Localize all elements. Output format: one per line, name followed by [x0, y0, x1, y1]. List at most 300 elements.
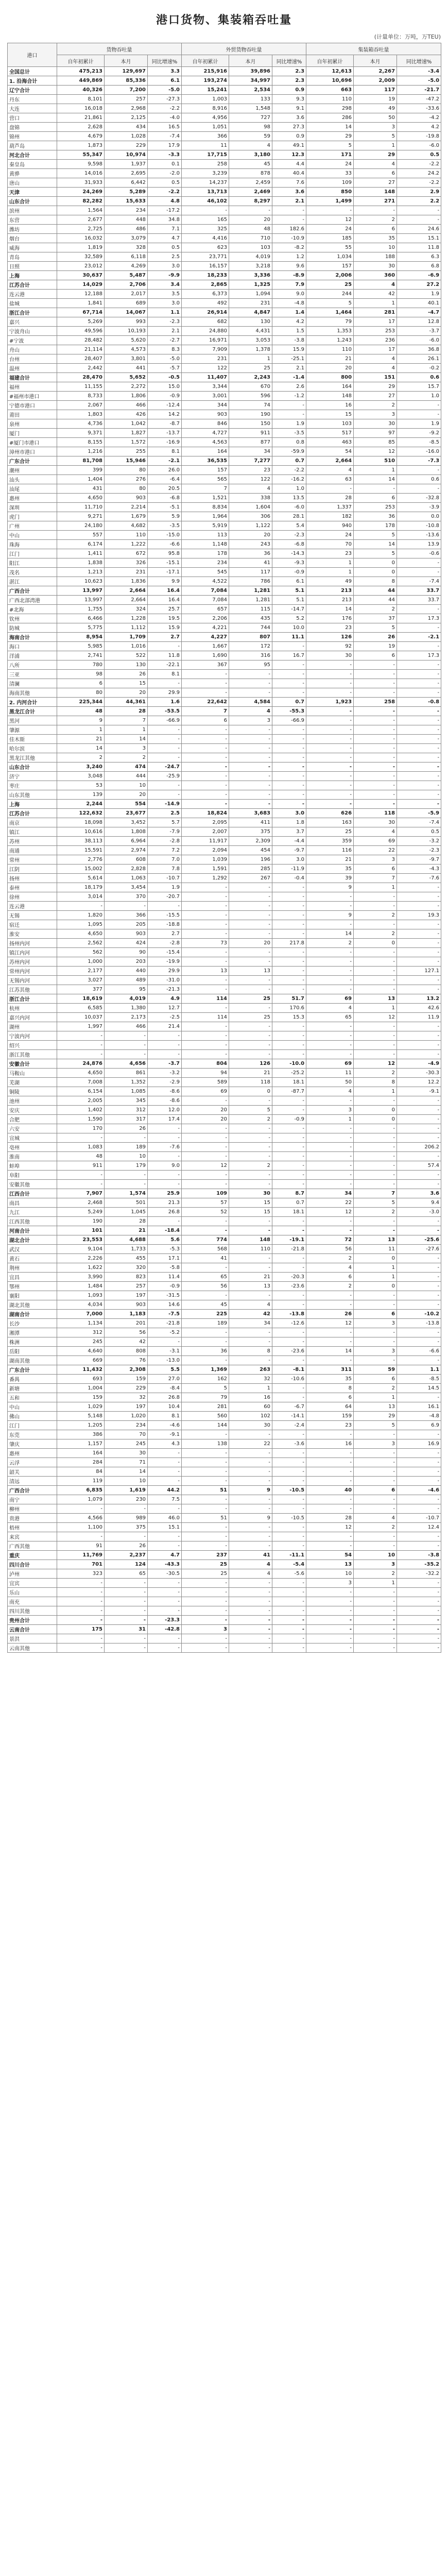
value-cell: 1,619	[105, 1486, 148, 1495]
value-cell: 2	[354, 929, 397, 939]
value-cell: 11.8	[397, 243, 441, 252]
value-cell: 114	[182, 994, 229, 1004]
value-cell: -	[229, 735, 272, 744]
table-row	[8, 1643, 441, 1653]
value-cell: -	[397, 1031, 441, 1041]
value-cell: 5	[306, 299, 354, 308]
value-cell: 15.1	[397, 234, 441, 243]
value-cell: 7,084	[182, 586, 229, 596]
value-cell: 2	[105, 753, 148, 762]
value-cell: -4.8	[272, 299, 306, 308]
port-name-cell: 合肥	[8, 1115, 57, 1124]
value-cell: 0	[354, 1115, 397, 1124]
value-cell: -	[354, 1161, 397, 1171]
value-cell: 1	[354, 141, 397, 150]
table-row	[8, 753, 441, 762]
value-cell: 73	[182, 939, 229, 948]
value-cell: -18.4	[148, 1226, 182, 1235]
value-cell: 4,019	[229, 252, 272, 262]
value-cell: -15.5	[148, 911, 182, 920]
value-cell: -	[272, 1643, 306, 1653]
table-row	[8, 985, 441, 994]
value-cell: 4	[354, 827, 397, 837]
table-row	[8, 1606, 441, 1616]
value-cell: 10,696	[306, 76, 354, 86]
table-row	[8, 1226, 441, 1235]
value-cell: 122,632	[57, 809, 105, 818]
value-cell: -21.7	[397, 86, 441, 95]
value-cell: -	[182, 725, 229, 735]
value-cell: 27	[354, 178, 397, 188]
value-cell: 19	[354, 642, 397, 651]
value-cell: -	[397, 660, 441, 670]
port-name-cell: #福州市港口	[8, 392, 57, 401]
port-name-cell: 福州	[8, 382, 57, 392]
value-cell: -	[57, 1031, 105, 1041]
value-cell: 2.5	[148, 809, 182, 818]
value-cell: -	[182, 985, 229, 994]
value-cell: 1,997	[57, 1022, 105, 1031]
value-cell: 11,917	[182, 837, 229, 846]
value-cell: 4,650	[57, 1069, 105, 1078]
value-cell: 1	[229, 1384, 272, 1393]
value-cell: -7.6	[397, 874, 441, 883]
value-cell: 12	[354, 1013, 397, 1022]
value-cell: -	[57, 1504, 105, 1514]
value-cell: 311	[306, 1365, 354, 1375]
value-cell: 26.8	[148, 1393, 182, 1402]
value-cell: 2	[354, 1208, 397, 1217]
value-cell: 72	[306, 1235, 354, 1245]
value-cell: 30	[229, 1189, 272, 1198]
value-cell: -9.2	[397, 429, 441, 438]
value-cell: 6	[354, 494, 397, 503]
value-cell: 672	[105, 549, 148, 558]
value-cell: -	[397, 568, 441, 577]
value-cell: 16.4	[148, 596, 182, 605]
value-cell: 5.9	[148, 512, 182, 521]
value-cell: -8.4	[148, 1384, 182, 1393]
port-name-cell: 安徽合计	[8, 1059, 57, 1069]
value-cell: 3,801	[105, 354, 148, 364]
value-cell: -14.7	[272, 605, 306, 614]
value-cell: 40	[306, 1486, 354, 1495]
value-cell: 164	[57, 1449, 105, 1458]
value-cell: 1,464	[306, 308, 354, 317]
value-cell: 52	[182, 1208, 229, 1217]
value-cell: 15	[229, 1198, 272, 1208]
value-cell: -32.2	[397, 1569, 441, 1579]
value-cell: 1	[229, 354, 272, 364]
value-cell: -	[354, 902, 397, 911]
value-cell: -	[272, 1523, 306, 1532]
value-cell: 1,063	[105, 874, 148, 883]
value-cell: -	[182, 1495, 229, 1504]
value-cell: 109	[182, 1189, 229, 1198]
port-name-cell: 贵州合计	[8, 1616, 57, 1625]
value-cell: -	[182, 1124, 229, 1133]
table-row	[8, 623, 441, 633]
value-cell: 501	[105, 1198, 148, 1208]
value-cell: 1,085	[105, 1087, 148, 1096]
value-cell: -	[354, 800, 397, 809]
value-cell: 126	[229, 1059, 272, 1069]
value-cell: 15.0	[148, 382, 182, 392]
value-cell: 727	[229, 113, 272, 123]
value-cell: 360	[354, 271, 397, 280]
value-cell: 15,591	[57, 846, 105, 855]
value-cell: -	[182, 1523, 229, 1532]
value-cell: -8.6	[148, 1096, 182, 1106]
value-cell: 7	[182, 484, 229, 494]
value-cell: 8,297	[229, 197, 272, 206]
value-cell: 175	[57, 1625, 105, 1634]
table-row	[8, 1467, 441, 1477]
value-cell: 36	[354, 512, 397, 521]
value-cell: -4.8	[397, 1412, 441, 1421]
table-row	[8, 939, 441, 948]
table-row	[8, 1616, 441, 1625]
value-cell: -	[306, 781, 354, 790]
port-name-cell: 长沙	[8, 1319, 57, 1328]
value-cell: -3.8	[272, 336, 306, 345]
value-cell: 42.6	[397, 1004, 441, 1013]
value-cell: -	[182, 1180, 229, 1189]
port-name-cell: 常州内河	[8, 967, 57, 976]
table-row	[8, 299, 441, 308]
value-cell: 3	[354, 123, 397, 132]
value-cell: 8	[354, 1078, 397, 1087]
value-cell: -33.6	[397, 104, 441, 113]
value-cell: 15,633	[105, 197, 148, 206]
value-cell: 3.7	[272, 827, 306, 837]
value-cell: 15,002	[57, 865, 105, 874]
value-cell: -	[397, 725, 441, 735]
value-cell: -	[105, 1616, 148, 1625]
value-cell: 25	[306, 827, 354, 837]
value-cell: 159	[57, 1393, 105, 1402]
table-row	[8, 178, 441, 188]
value-cell: -	[182, 206, 229, 215]
value-cell: -	[229, 670, 272, 679]
value-cell: -	[397, 1495, 441, 1504]
value-cell: -15.4	[148, 948, 182, 957]
value-cell: -3.7	[148, 1059, 182, 1069]
port-name-cell: 惠州	[8, 494, 57, 503]
value-cell: 263	[229, 1365, 272, 1375]
value-cell: 1	[354, 1263, 397, 1273]
value-cell: 12	[182, 1161, 229, 1171]
value-cell: 2,272	[105, 382, 148, 392]
value-cell: -	[354, 781, 397, 790]
value-cell: -	[306, 976, 354, 985]
value-cell: 1,572	[105, 438, 148, 447]
value-cell: 6	[57, 679, 105, 688]
value-cell: 5.1	[272, 586, 306, 596]
value-cell: -	[57, 1643, 105, 1653]
table-row	[8, 1069, 441, 1078]
port-name-cell: 铜陵	[8, 1087, 57, 1096]
value-cell: -	[272, 1616, 306, 1625]
value-cell: 522	[105, 651, 148, 660]
port-name-cell: 八所	[8, 660, 57, 670]
value-cell: 10,616	[57, 827, 105, 837]
value-cell: 1	[306, 1115, 354, 1124]
value-cell: 234	[182, 558, 229, 568]
value-cell: 1,604	[229, 503, 272, 512]
value-cell: 8,916	[182, 104, 229, 113]
value-cell: 14	[306, 605, 354, 614]
value-cell: -5.4	[272, 1560, 306, 1569]
value-cell: -	[229, 781, 272, 790]
value-cell: -42.8	[148, 1625, 182, 1634]
value-cell: 19	[354, 95, 397, 104]
value-cell: 12,188	[57, 290, 105, 299]
port-name-cell: 泰州	[8, 883, 57, 892]
value-cell: -	[306, 1356, 354, 1365]
port-name-cell: 海南合计	[8, 633, 57, 642]
value-cell: -	[306, 753, 354, 762]
value-cell: 35	[306, 865, 354, 874]
value-cell: 1,733	[105, 1245, 148, 1254]
value-cell: -	[272, 1152, 306, 1161]
table-row	[8, 874, 441, 883]
value-cell: 454	[229, 846, 272, 855]
value-cell: -	[148, 1449, 182, 1458]
value-cell: -	[354, 1180, 397, 1189]
value-cell: 45	[229, 160, 272, 169]
port-name-cell: 温州	[8, 364, 57, 373]
value-cell: 10.0	[272, 623, 306, 633]
value-cell: -	[182, 1449, 229, 1458]
value-cell: 37	[354, 614, 397, 623]
port-name-cell: 岳阳	[8, 1347, 57, 1356]
value-cell: -3.5	[148, 521, 182, 531]
value-cell: 316	[229, 651, 272, 660]
value-cell: 243	[229, 540, 272, 549]
value-cell: -	[105, 1041, 148, 1050]
value-cell: 267	[229, 874, 272, 883]
value-cell: 0.8	[272, 438, 306, 447]
value-cell: -	[272, 1430, 306, 1439]
value-cell: 1	[354, 1004, 397, 1013]
value-cell: 3,027	[57, 976, 105, 985]
port-name-cell: #宁波	[8, 336, 57, 345]
value-cell: 162	[182, 1375, 229, 1384]
table-row	[8, 855, 441, 865]
value-cell: 114	[182, 1013, 229, 1022]
value-cell: 7.1	[148, 225, 182, 234]
value-cell: 1,353	[306, 327, 354, 336]
value-cell: -47.2	[397, 95, 441, 104]
port-name-cell: 嘉兴内河	[8, 1013, 57, 1022]
table-row	[8, 1365, 441, 1375]
value-cell: 15.1	[148, 1523, 182, 1532]
value-cell: -	[354, 753, 397, 762]
unit-note: (计量单位：万吨，万TEU)	[374, 33, 441, 40]
value-cell: -	[397, 976, 441, 985]
value-cell: -	[306, 1467, 354, 1477]
value-cell: -	[306, 800, 354, 809]
value-cell: 1,083	[57, 1143, 105, 1152]
value-cell: 27.0	[148, 1375, 182, 1384]
table-row	[8, 1560, 441, 1569]
value-cell: -	[148, 1588, 182, 1597]
value-cell: 197	[105, 1402, 148, 1412]
value-cell: -	[229, 957, 272, 967]
value-cell: 3,454	[105, 883, 148, 892]
value-cell: -	[229, 790, 272, 800]
value-cell: 19.3	[397, 911, 441, 920]
value-cell: -2.5	[148, 1013, 182, 1022]
value-cell: -	[397, 1458, 441, 1467]
value-cell: 2.9	[397, 188, 441, 197]
value-cell: 25.9	[148, 1189, 182, 1198]
value-cell: 0	[354, 558, 397, 568]
table-row	[8, 976, 441, 985]
value-cell: -	[354, 892, 397, 902]
port-name-cell: 绍兴	[8, 1041, 57, 1050]
value-cell: -	[306, 1050, 354, 1059]
value-cell: -	[148, 1337, 182, 1347]
value-cell: -25.9	[148, 772, 182, 781]
value-cell: -	[354, 725, 397, 735]
value-cell: -	[397, 1022, 441, 1031]
table-row	[8, 929, 441, 939]
value-cell: 317	[105, 1115, 148, 1124]
value-cell: -	[229, 1004, 272, 1013]
value-cell: -	[397, 957, 441, 967]
value-cell: -0.9	[272, 1115, 306, 1124]
value-cell: 129,697	[105, 67, 148, 76]
value-cell: 118	[354, 809, 397, 818]
value-cell: 122	[182, 364, 229, 373]
value-cell: -3.0	[397, 1208, 441, 1217]
table-row	[8, 1133, 441, 1143]
table-row	[8, 1059, 441, 1069]
value-cell: 2,968	[105, 104, 148, 113]
value-cell: -	[105, 1634, 148, 1643]
table-row	[8, 772, 441, 781]
table-row	[8, 104, 441, 113]
value-cell: -	[397, 1597, 441, 1606]
value-cell: -	[306, 1226, 354, 1235]
value-cell: 744	[229, 623, 272, 633]
value-cell: 1,134	[57, 1319, 105, 1328]
value-cell: 517	[306, 429, 354, 438]
value-cell: 10,037	[57, 1013, 105, 1022]
value-cell: -	[182, 1031, 229, 1041]
value-cell: -	[272, 215, 306, 225]
value-cell: -13.0	[148, 1356, 182, 1365]
value-cell: 2	[354, 1069, 397, 1078]
port-name-cell: 江苏合计	[8, 809, 57, 818]
table-row	[8, 1319, 441, 1328]
value-cell: -	[354, 1504, 397, 1514]
value-cell: 16.7	[272, 651, 306, 660]
value-cell: 1.9	[272, 419, 306, 429]
value-cell: 3	[354, 1319, 397, 1328]
value-cell: -19.8	[397, 132, 441, 141]
value-cell: -	[182, 1152, 229, 1161]
value-cell: 903	[105, 1300, 148, 1310]
value-cell: -	[105, 1504, 148, 1514]
value-cell: 3,048	[57, 772, 105, 781]
value-cell: 25	[229, 1013, 272, 1022]
value-cell: 40.4	[272, 169, 306, 178]
value-cell: -	[148, 790, 182, 800]
value-cell: 911	[229, 429, 272, 438]
value-cell: 9,371	[57, 429, 105, 438]
value-cell: -	[229, 892, 272, 902]
value-cell: 20	[229, 215, 272, 225]
value-cell: -	[306, 1504, 354, 1514]
value-cell: 13.9	[397, 540, 441, 549]
value-cell: 7.9	[272, 280, 306, 290]
value-cell: -	[354, 762, 397, 772]
port-name-cell: 中山	[8, 1402, 57, 1412]
value-cell: 36,535	[182, 456, 229, 466]
port-name-cell: 三亚	[8, 670, 57, 679]
value-cell: 1.4	[272, 308, 306, 317]
value-cell: -	[229, 1532, 272, 1541]
table-row	[8, 762, 441, 772]
value-cell: 159	[306, 1412, 354, 1421]
value-cell: 95	[105, 985, 148, 994]
port-name-cell: 大连	[8, 104, 57, 113]
value-cell: 780	[57, 660, 105, 670]
value-cell: 54	[306, 1551, 354, 1560]
value-cell: 110	[229, 1245, 272, 1254]
value-cell: 17.3	[397, 651, 441, 660]
table-row	[8, 206, 441, 215]
value-cell: 4,736	[57, 419, 105, 429]
port-name-cell: 江苏合计	[8, 280, 57, 290]
value-cell: -	[306, 744, 354, 753]
value-cell: 29	[354, 1412, 397, 1421]
value-cell: 562	[57, 948, 105, 957]
table-row	[8, 327, 441, 336]
value-cell: 127.1	[397, 967, 441, 976]
value-cell: 325	[182, 225, 229, 234]
value-cell: -3.5	[272, 429, 306, 438]
value-cell: 49,596	[57, 327, 105, 336]
value-cell: 16,157	[182, 262, 229, 271]
value-cell: 3.0	[272, 855, 306, 865]
value-cell: 449,869	[57, 76, 105, 86]
value-cell: -	[306, 1022, 354, 1031]
port-name-cell: 番禺	[8, 1375, 57, 1384]
value-cell: 8,954	[57, 633, 105, 642]
value-cell: -	[182, 1143, 229, 1152]
value-cell: -	[182, 1634, 229, 1643]
port-name-cell: 山东合计	[8, 762, 57, 772]
value-cell: 4	[229, 141, 272, 150]
value-cell: -	[272, 1504, 306, 1514]
table-row	[8, 1551, 441, 1560]
value-cell: -2.8	[148, 939, 182, 948]
port-name-cell: 江西其他	[8, 1217, 57, 1226]
value-cell: 5.7	[148, 818, 182, 827]
table-row	[8, 642, 441, 651]
value-cell: 1.0	[397, 392, 441, 401]
value-cell: -17.2	[148, 206, 182, 215]
value-cell: -	[229, 1579, 272, 1588]
value-cell: 5	[306, 141, 354, 150]
value-cell: -	[229, 1180, 272, 1189]
value-cell: -	[354, 1291, 397, 1300]
value-cell: 424	[105, 939, 148, 948]
